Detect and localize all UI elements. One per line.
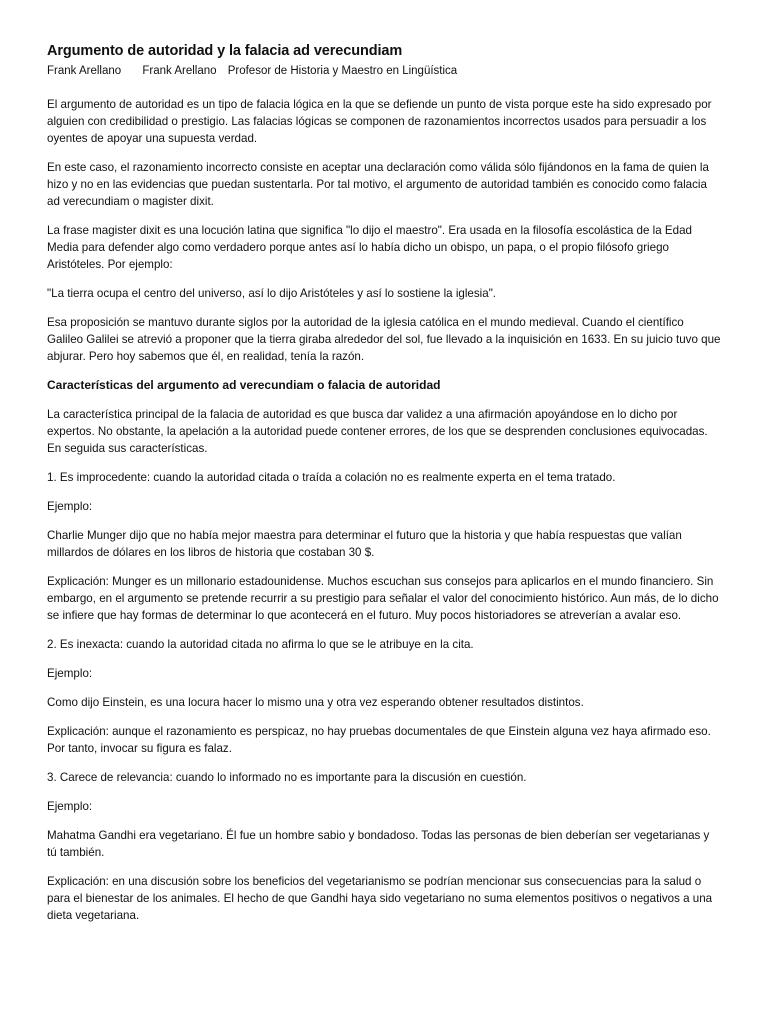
paragraph: "La tierra ocupa el centro del universo, así lo dijo Aristóteles y así lo sostiene la iglesia". — [47, 287, 497, 300]
paragraph: Como dijo Einstein, es una locura hacer lo mismo una y otra vez esperando obtener resultados distintos. — [47, 696, 584, 709]
author-name-repeat: Frank Arellano — [142, 65, 217, 77]
paragraph: La frase magister dixit es una locución latina que significa "lo dijo el maestro". Era usada en la filosofía escolástica de la Edad Media para defender algo como verdadero porque antes así lo había dicho un obispo, un papa, o el propio filósofo griego Aristóteles. Por ejemplo: — [47, 224, 692, 271]
document-body — [47, 96, 722, 924]
paragraph: 2. Es inexacta: cuando la autoridad citada no afirma lo que se le atribuye en la cita. — [47, 638, 474, 651]
paragraph: Esa proposición se mantuvo durante siglos por la autoridad de la iglesia católica en el mundo medieval. Cuando el científico Galileo Galilei se atrevió a proponer que la tierra giraba alrededor del sol, fue llevado a la inquisición en 1633. En su juicio tuvo que abjurar. Pero hoy sabemos que él, en realidad, tenía la razón. — [47, 316, 721, 363]
paragraph: Explicación: aunque el razonamiento es perspicaz, no hay pruebas documentales de que Einstein alguna vez haya afirmado eso. Por tanto, invocar su figura es falaz. — [47, 725, 711, 755]
paragraph: Explicación: en una discusión sobre los beneficios del vegetarianismo se podrían mencionar sus consecuencias para la salud o para el bienestar de los animales. El hecho de que Gandhi haya sido vegetariano no suma elementos positivos o negativos a una dieta vegetariana. — [47, 875, 713, 922]
paragraph: Mahatma Gandhi era vegetariano. Él fue un hombre sabio y bondadoso. Todas las personas de bien deberían ser vegetarianas y tú también. — [47, 829, 710, 859]
author-role: Profesor de Historia y Maestro en Lingüística — [227, 65, 458, 77]
paragraph: Ejemplo: — [47, 667, 93, 680]
author-name: Frank Arellano — [47, 65, 122, 77]
paragraph: 1. Es improcedente: cuando la autoridad citada o traída a colación no es realmente experta en el tema tratado. — [47, 471, 616, 484]
paragraph: 3. Carece de relevancia: cuando lo informado no es importante para la discusión en cuestión. — [47, 771, 527, 784]
paragraph: El argumento de autoridad es un tipo de falacia lógica en la que se defiende un punto de vista porque este ha sido expresado por alguien con credibilidad o prestigio. Las falacias lógicas se componen de razonamientos incorrectos usados para persuadir a los oyentes de apoyar una supuesta verdad. — [47, 98, 712, 145]
paragraph: La característica principal de la falacia de autoridad es que busca dar validez a una afirmación apoyándose en lo dicho por expertos. No obstante, la apelación a la autoridad puede contener errores, de los que se desprenden conclusiones equivocadas. En seguida sus características. — [47, 408, 708, 455]
paragraph: Ejemplo: — [47, 800, 93, 813]
paragraph: Charlie Munger dijo que no había mejor maestra para determinar el futuro que la historia y que había respuestas que valían millardos de dólares en los libros de historia que costaban 30 $. — [47, 529, 682, 559]
paragraph: Ejemplo: — [47, 500, 93, 513]
section-heading: Características del argumento ad verecundiam o falacia de autoridad — [47, 378, 441, 392]
paragraph: En este caso, el razonamiento incorrecto consiste en aceptar una declaración como válida sólo fijándonos en la fama de quien la hizo y no en las evidencias que puedan sustentarla. Por tal motivo, el argumento de autoridad también es conocido como falacia ad verecundiam o magister dixit. — [47, 161, 709, 208]
paragraph: Explicación: Munger es un millonario estadounidense. Muchos escuchan sus consejos para aplicarlos en el mundo financiero. Sin embargo, en el argumento se pretende recurrir a su prestigio para señalar el valor del conocimiento histórico. Aun más, de lo dicho se infiere que hay formas de determinar lo que acontecerá en el futuro. Muy pocos historiadores se atreverían a avalar eso. — [47, 575, 719, 622]
document-title: Argumento de autoridad y la falacia ad verecundiam — [47, 43, 403, 59]
author-byline — [47, 64, 722, 78]
